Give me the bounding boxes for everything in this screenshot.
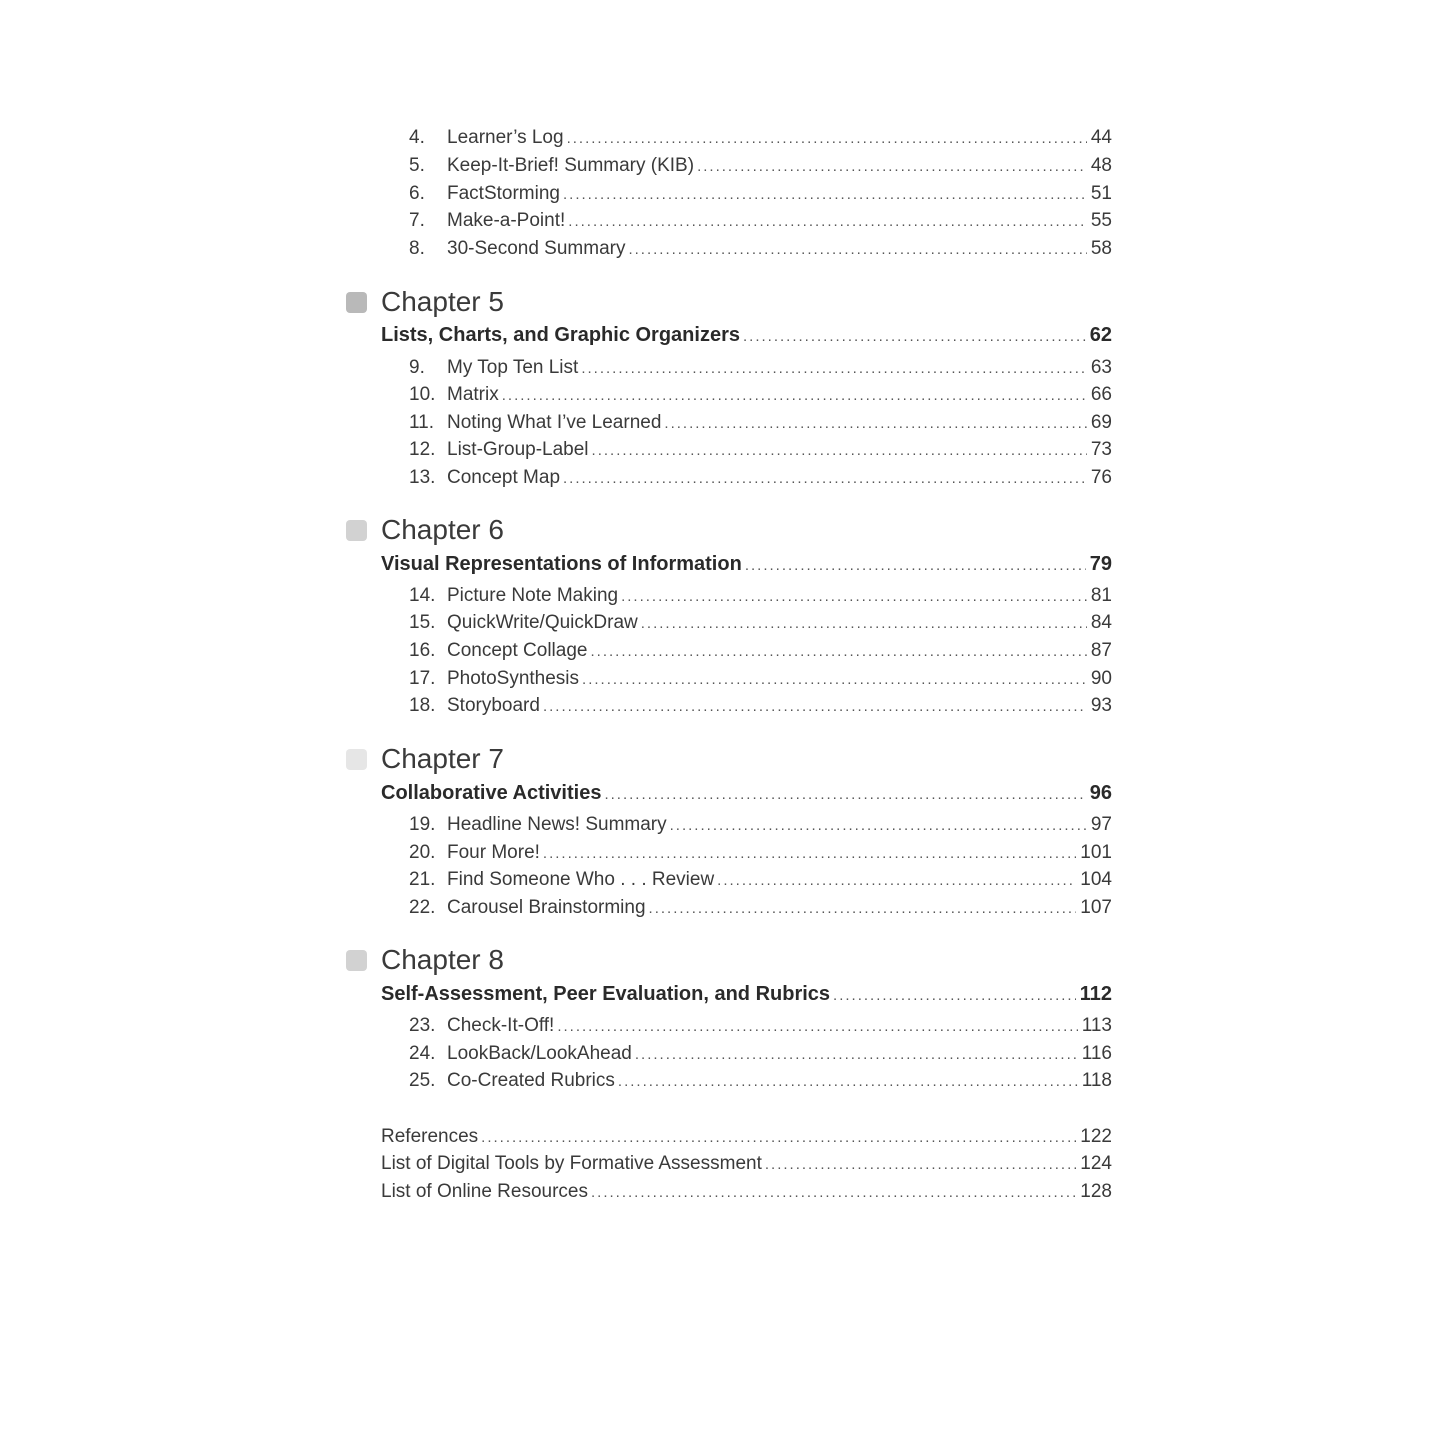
entry-page: 44	[1090, 127, 1112, 148]
dot-leader	[567, 125, 1087, 153]
toc-entry[interactable]	[381, 207, 1112, 235]
dot-leader	[557, 1013, 1077, 1041]
dot-leader	[590, 638, 1086, 666]
chapter-title: Lists, Charts, and Graphic Organizers	[381, 324, 740, 346]
entry-number: 17.	[409, 668, 436, 689]
entry-page: 118	[1081, 1070, 1112, 1091]
dot-leader	[635, 1041, 1078, 1069]
entry-number: 4.	[409, 127, 425, 148]
chapter-page: 112	[1079, 983, 1112, 1005]
entry-title: 30-Second Summary	[447, 238, 626, 259]
entry-number: 6.	[409, 183, 425, 204]
toc-entry[interactable]	[381, 582, 1112, 610]
entry-number: 12.	[409, 439, 436, 460]
dot-leader	[745, 552, 1086, 580]
entry-title: Check-It-Off!	[447, 1015, 555, 1036]
chapter-label: Chapter 5	[381, 286, 504, 317]
entry-page: 81	[1090, 585, 1112, 606]
chapter-heading	[346, 284, 504, 320]
chapter-title-entry[interactable]	[381, 550, 1112, 578]
entry-page: 48	[1090, 155, 1112, 176]
entry-number: 10.	[409, 384, 436, 405]
entry-page: 90	[1090, 668, 1112, 689]
entry-page: 58	[1090, 238, 1112, 259]
chapter-page: 96	[1089, 782, 1112, 804]
entry-page: 69	[1090, 412, 1112, 433]
toc-entry[interactable]	[381, 354, 1112, 382]
toc-entry[interactable]	[381, 665, 1112, 693]
entry-number: 23.	[409, 1015, 436, 1036]
entry-page: 104	[1080, 869, 1112, 890]
toc-entry[interactable]	[381, 866, 1112, 894]
entry-title: Make-a-Point!	[447, 210, 566, 231]
entry-page: 93	[1090, 695, 1112, 716]
entry-number: 25.	[409, 1070, 436, 1091]
entry-number: 24.	[409, 1043, 436, 1064]
entry-page: 97	[1090, 814, 1112, 835]
chapter-marker-icon	[346, 520, 367, 541]
chapter-marker-icon	[346, 950, 367, 971]
entry-number: 13.	[409, 467, 436, 488]
entry-page: 113	[1081, 1015, 1112, 1036]
entry-number: 5.	[409, 155, 425, 176]
chapter-heading	[346, 512, 504, 548]
dot-leader	[563, 465, 1087, 493]
entry-title: Storyboard	[447, 695, 540, 716]
toc-entry[interactable]	[381, 811, 1112, 839]
dot-leader	[664, 410, 1086, 438]
toc-entry[interactable]	[381, 464, 1112, 492]
chapter-heading	[346, 741, 504, 777]
entry-page: 55	[1090, 210, 1112, 231]
dot-leader	[581, 355, 1087, 383]
dot-leader	[743, 323, 1086, 351]
dot-leader	[618, 1068, 1078, 1096]
entry-title: Headline News! Summary	[447, 814, 667, 835]
dot-leader	[543, 693, 1087, 721]
entry-page: 66	[1090, 384, 1112, 405]
entry-title: Concept Collage	[447, 640, 588, 661]
entry-title: Carousel Brainstorming	[447, 897, 646, 918]
toc-entry[interactable]	[381, 609, 1112, 637]
entry-page: 116	[1081, 1043, 1112, 1064]
entry-number: 22.	[409, 897, 436, 918]
entry-title: Learner’s Log	[447, 127, 564, 148]
entry-title: References	[381, 1126, 479, 1147]
entry-page: 63	[1090, 357, 1112, 378]
dot-leader	[568, 208, 1087, 236]
entry-page: 124	[1080, 1153, 1112, 1174]
entry-page: 122	[1080, 1126, 1112, 1147]
dot-leader	[543, 840, 1076, 868]
toc-entry[interactable]	[381, 1040, 1112, 1068]
entry-title: Keep-It-Brief! Summary (KIB)	[447, 155, 695, 176]
dot-leader	[628, 236, 1086, 264]
toc-entry[interactable]	[381, 381, 1112, 409]
entry-number: 8.	[409, 238, 425, 259]
chapter-marker-icon	[346, 292, 367, 313]
back-matter-entry[interactable]	[381, 1123, 1112, 1151]
chapter-label: Chapter 8	[381, 944, 504, 975]
entry-page: 76	[1090, 467, 1112, 488]
entry-title: List of Online Resources	[381, 1181, 588, 1202]
dot-leader	[591, 1179, 1076, 1207]
entry-title: Find Someone Who . . . Review	[447, 869, 715, 890]
chapter-marker-icon	[346, 749, 367, 770]
entry-title: Four More!	[447, 842, 540, 863]
entry-page: 128	[1080, 1181, 1112, 1202]
entry-title: List-Group-Label	[447, 439, 589, 460]
chapter-heading	[346, 942, 504, 978]
chapter-title: Visual Representations of Information	[381, 553, 742, 575]
chapter-page: 79	[1089, 553, 1112, 575]
toc-entry[interactable]	[381, 152, 1112, 180]
toc-entry[interactable]	[381, 692, 1112, 720]
toc-entry[interactable]	[381, 180, 1112, 208]
dot-leader	[621, 583, 1087, 611]
entry-title: QuickWrite/QuickDraw	[447, 612, 638, 633]
entry-title: Concept Map	[447, 467, 561, 488]
entry-page: 84	[1090, 612, 1112, 633]
dot-leader	[833, 982, 1076, 1010]
entry-number: 18.	[409, 695, 436, 716]
entry-number: 11.	[409, 412, 435, 433]
toc-entry[interactable]	[381, 894, 1112, 922]
entry-title: LookBack/LookAhead	[447, 1043, 632, 1064]
dot-leader	[765, 1151, 1076, 1179]
entry-number: 21.	[409, 869, 436, 890]
dot-leader	[563, 181, 1087, 209]
dot-leader	[582, 666, 1087, 694]
entry-number: 16.	[409, 640, 436, 661]
chapter-title-entry[interactable]	[381, 779, 1112, 807]
entry-title: My Top Ten List	[447, 357, 579, 378]
entry-number: 20.	[409, 842, 436, 863]
toc-entry[interactable]	[381, 409, 1112, 437]
dot-leader	[481, 1124, 1076, 1152]
toc-entry[interactable]	[381, 235, 1112, 263]
dot-leader	[670, 812, 1087, 840]
entry-page: 87	[1090, 640, 1112, 661]
dot-leader	[697, 153, 1087, 181]
back-matter-entry[interactable]	[381, 1150, 1112, 1178]
entry-title: Picture Note Making	[447, 585, 619, 606]
chapter-title: Self-Assessment, Peer Evaluation, and Rubrics	[381, 983, 831, 1005]
chapter-label: Chapter 6	[381, 514, 504, 545]
dot-leader	[502, 382, 1087, 410]
entry-title: Co-Created Rubrics	[447, 1070, 615, 1091]
entry-number: 9.	[409, 357, 425, 378]
entry-page: 73	[1090, 439, 1112, 460]
dot-leader	[641, 610, 1087, 638]
toc-entry[interactable]	[381, 839, 1112, 867]
chapter-title-entry[interactable]	[381, 980, 1112, 1008]
chapter-label: Chapter 7	[381, 743, 504, 774]
toc-entry[interactable]	[381, 436, 1112, 464]
entry-number: 15.	[409, 612, 436, 633]
entry-number: 19.	[409, 814, 436, 835]
entry-title: PhotoSynthesis	[447, 668, 580, 689]
chapter-title: Collaborative Activities	[381, 782, 602, 804]
entry-title: Noting What I’ve Learned	[447, 412, 662, 433]
chapter-page: 62	[1089, 324, 1112, 346]
back-matter-entry[interactable]	[381, 1178, 1112, 1206]
toc-entry[interactable]	[381, 637, 1112, 665]
entry-page: 101	[1080, 842, 1112, 863]
dot-leader	[604, 781, 1085, 809]
entry-number: 7.	[409, 210, 425, 231]
entry-title: Matrix	[447, 384, 499, 405]
dot-leader	[649, 895, 1077, 923]
entry-page: 51	[1090, 183, 1112, 204]
chapter-title-entry[interactable]	[381, 321, 1112, 349]
toc-entry[interactable]	[381, 1067, 1112, 1095]
toc-entry[interactable]	[381, 124, 1112, 152]
entry-title: FactStorming	[447, 183, 560, 204]
entry-page: 107	[1080, 897, 1112, 918]
toc-entry[interactable]	[381, 1012, 1112, 1040]
entry-number: 14.	[409, 585, 436, 606]
dot-leader	[592, 437, 1087, 465]
entry-title: List of Digital Tools by Formative Assessment	[381, 1153, 762, 1174]
dot-leader	[717, 867, 1076, 895]
